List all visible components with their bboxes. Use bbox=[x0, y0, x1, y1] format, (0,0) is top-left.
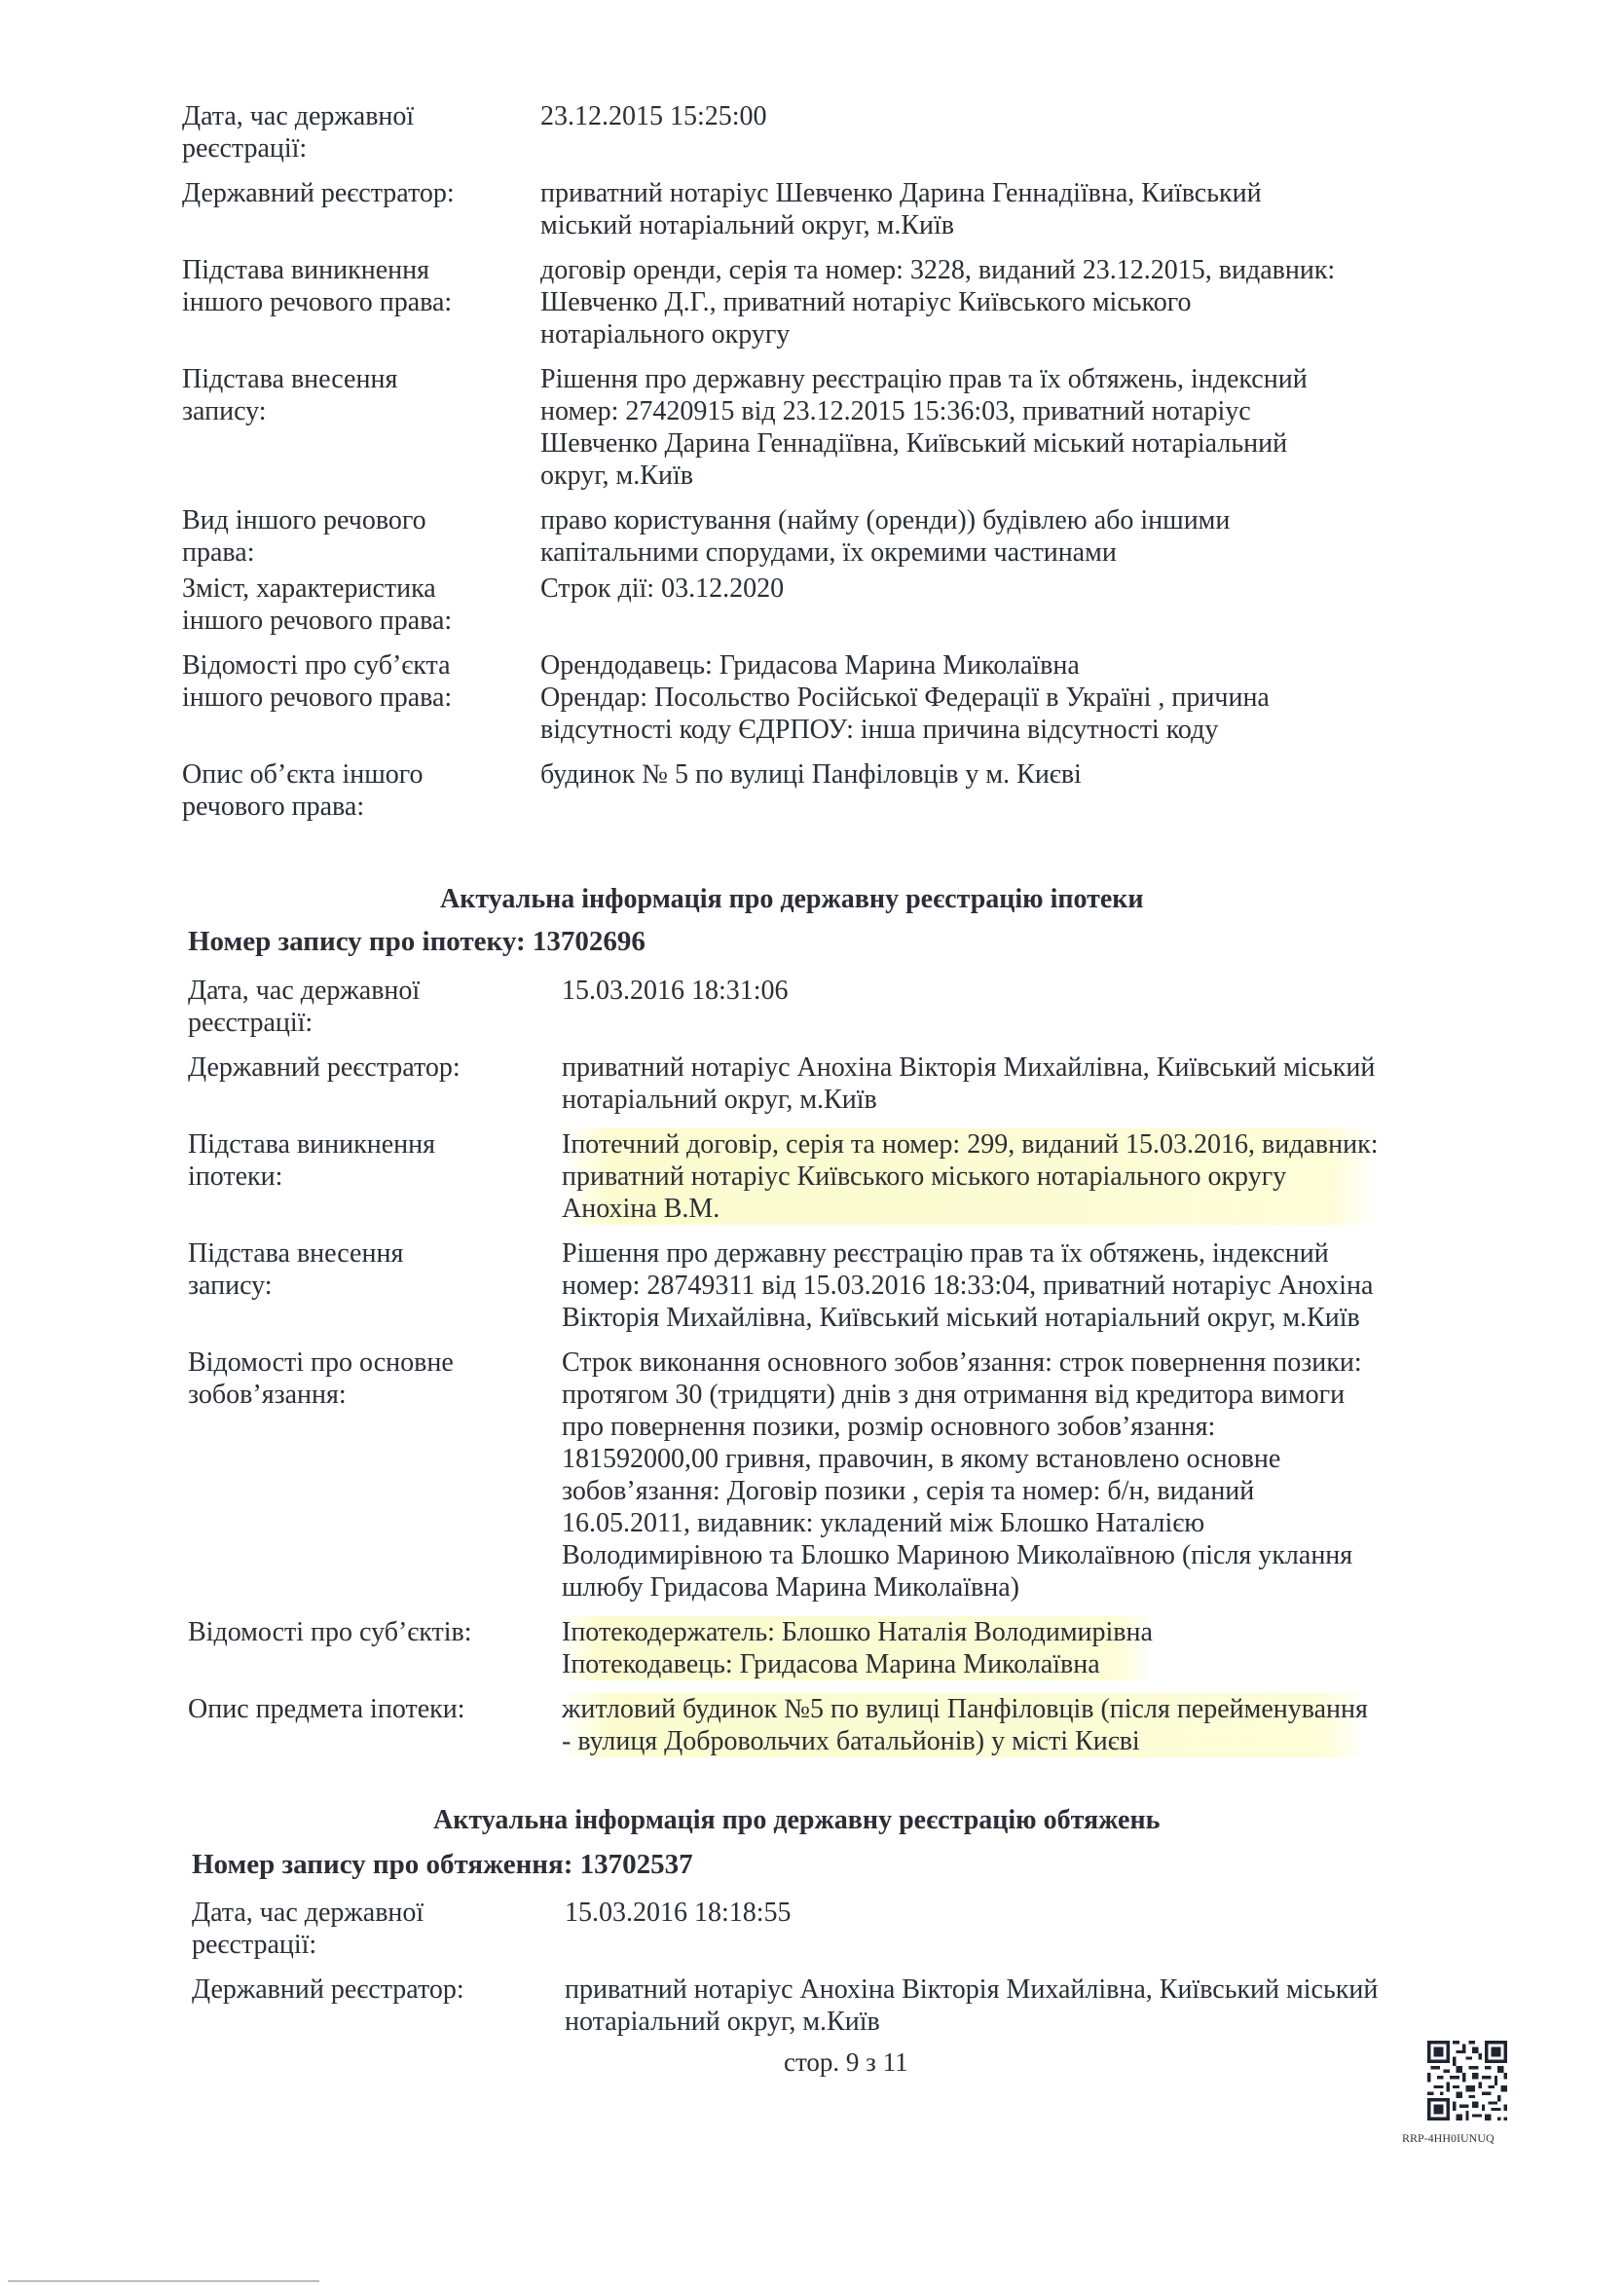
field-label: Відомості про суб’єкта іншого речового права: bbox=[182, 650, 453, 713]
field-row bbox=[182, 758, 1335, 823]
field-value: 15.03.2016 18:18:55 bbox=[565, 1898, 792, 1928]
field-label: Відомості про основне зобов’язання: bbox=[188, 1347, 454, 1410]
page-divider bbox=[8, 2280, 319, 2282]
field-value: Рішення про державну реєстрацію прав та їх обтяжень, індексний номер: 27420915 від 23.12.2015 15:36:03, приватний нотаріус Шевченко Дарина Геннадіївна, Київський міський нотаріальний округ, м.Київ bbox=[540, 364, 1308, 491]
encumbrance-record-number: Номер запису про обтяження: 13702537 bbox=[192, 1849, 693, 1880]
qr-code-id: RRP-4HH0IUNUQ bbox=[1402, 2131, 1495, 2145]
field-row bbox=[188, 1128, 1379, 1225]
field-value: Строк дії: 03.12.2020 bbox=[540, 573, 785, 604]
field-label: Підстава внесення запису: bbox=[182, 364, 398, 426]
field-label: Підстава внесення запису: bbox=[188, 1238, 404, 1301]
section-encumbrance bbox=[192, 1897, 1378, 2038]
field-row bbox=[182, 504, 1335, 569]
field-label: Дата, час державної реєстрації: bbox=[182, 101, 415, 164]
encumbrance-section-title: Актуальна інформація про державну реєстрацію обтяжень bbox=[433, 1805, 1161, 1835]
field-row bbox=[182, 100, 1335, 165]
field-value: 15.03.2016 18:31:06 bbox=[562, 976, 789, 1006]
field-row bbox=[188, 1346, 1379, 1604]
field-value: приватний нотаріус Анохіна Вікторія Михайлівна, Київський міський нотаріальний округ, м.Київ bbox=[565, 1974, 1379, 2037]
field-row bbox=[188, 1616, 1379, 1680]
field-label: Відомості про суб’єктів: bbox=[188, 1617, 472, 1647]
field-value-highlighted: Іпотекодержатель: Блошко Наталія Володимирівна Іпотекодавець: Гридасова Марина Миколаївна bbox=[562, 1617, 1153, 1679]
field-row bbox=[188, 1051, 1379, 1116]
field-label: Державний реєстратор: bbox=[182, 178, 455, 208]
field-value: договір оренди, серія та номер: 3228, виданий 23.12.2015, видавник: Шевченко Д.Г., приватний нотаріус Київського міського нотаріального округу bbox=[540, 255, 1336, 350]
field-value: приватний нотаріус Шевченко Дарина Геннадіївна, Київський міський нотаріальний округ, м.Київ bbox=[540, 178, 1262, 240]
page-number: стор. 9 з 11 bbox=[784, 2047, 908, 2077]
field-value: приватний нотаріус Анохіна Вікторія Михайлівна, Київський міський нотаріальний округ, м.Київ bbox=[562, 1052, 1376, 1115]
field-value: право користування (найму (оренди)) будівлею або іншими капітальними спорудами, їх окремими частинами bbox=[540, 505, 1231, 568]
field-label: Дата, час державної реєстрації: bbox=[192, 1898, 424, 1960]
field-row bbox=[182, 254, 1335, 350]
field-value-highlighted: Іпотечний договір, серія та номер: 299, виданий 15.03.2016, видавник: приватний нотаріус Київського міського нотаріального округу Анохіна В.М. bbox=[562, 1129, 1379, 1224]
field-row bbox=[188, 1237, 1379, 1334]
field-value: 23.12.2015 15:25:00 bbox=[540, 101, 767, 131]
field-row bbox=[182, 572, 1335, 637]
field-row bbox=[182, 649, 1335, 746]
field-label: Державний реєстратор: bbox=[188, 1052, 461, 1083]
qr-code-icon bbox=[1427, 2041, 1507, 2120]
section-rights bbox=[182, 100, 1335, 823]
field-value-highlighted: житловий будинок №5 по вулиці Панфіловців (після перейменування - вулиця Добровольчих батальйонів) у місті Києві bbox=[562, 1694, 1368, 1756]
field-row bbox=[182, 363, 1335, 492]
field-row bbox=[188, 975, 1379, 1039]
field-value: Рішення про державну реєстрацію прав та їх обтяжень, індексний номер: 28749311 від 15.03.2016 18:33:04, приватний нотаріус Анохіна Вікторія Михайлівна, Київський міський нотаріальний округ, м.Київ bbox=[562, 1238, 1374, 1333]
field-label: Підстава виникнення іншого речового права: bbox=[182, 255, 453, 317]
field-value: будинок № 5 по вулиці Панфіловців у м. Києві bbox=[540, 759, 1082, 790]
mortgage-record-number: Номер запису про іпотеку: 13702696 bbox=[188, 926, 646, 957]
field-label: Дата, час державної реєстрації: bbox=[188, 976, 421, 1038]
field-row bbox=[192, 1897, 1378, 1961]
field-label: Підстава виникнення іпотеки: bbox=[188, 1129, 435, 1192]
mortgage-section-title: Актуальна інформація про державну реєстрацію іпотеки bbox=[440, 884, 1144, 914]
field-label: Вид іншого речового права: bbox=[182, 505, 426, 568]
field-row bbox=[188, 1693, 1379, 1757]
field-label: Опис об’єкта іншого речового права: bbox=[182, 759, 424, 822]
field-row bbox=[182, 177, 1335, 241]
field-row bbox=[192, 1973, 1378, 2038]
field-label: Державний реєстратор: bbox=[192, 1974, 464, 2005]
field-label: Зміст, характеристика іншого речового права: bbox=[182, 573, 453, 636]
field-value: Строк виконання основного зобов’язання: строк повернення позики: протягом 30 (тридцяти) днів з дня отримання від кредитора вимоги про повернення позики, розмір основного зобов’язання: 181592000,00 гривня, правочин, в якому встановлено основне зобов’язання: Договір позики , серія та номер: б/н, виданий 16.05.2011, видавник: укладений між Блошко Наталією Володимирівною та Блошко Мариною Миколаївною (після уклання шлюбу Гридасова Марина Миколаївна) bbox=[562, 1347, 1362, 1603]
field-value: Орендодавець: Гридасова Марина Миколаївна Орендар: Посольство Російської Федерації в Україні , причина відсутності коду ЄДРПОУ: інша причина відсутності коду bbox=[540, 650, 1270, 745]
field-label: Опис предмета іпотеки: bbox=[188, 1694, 465, 1724]
section-mortgage bbox=[188, 975, 1379, 1757]
